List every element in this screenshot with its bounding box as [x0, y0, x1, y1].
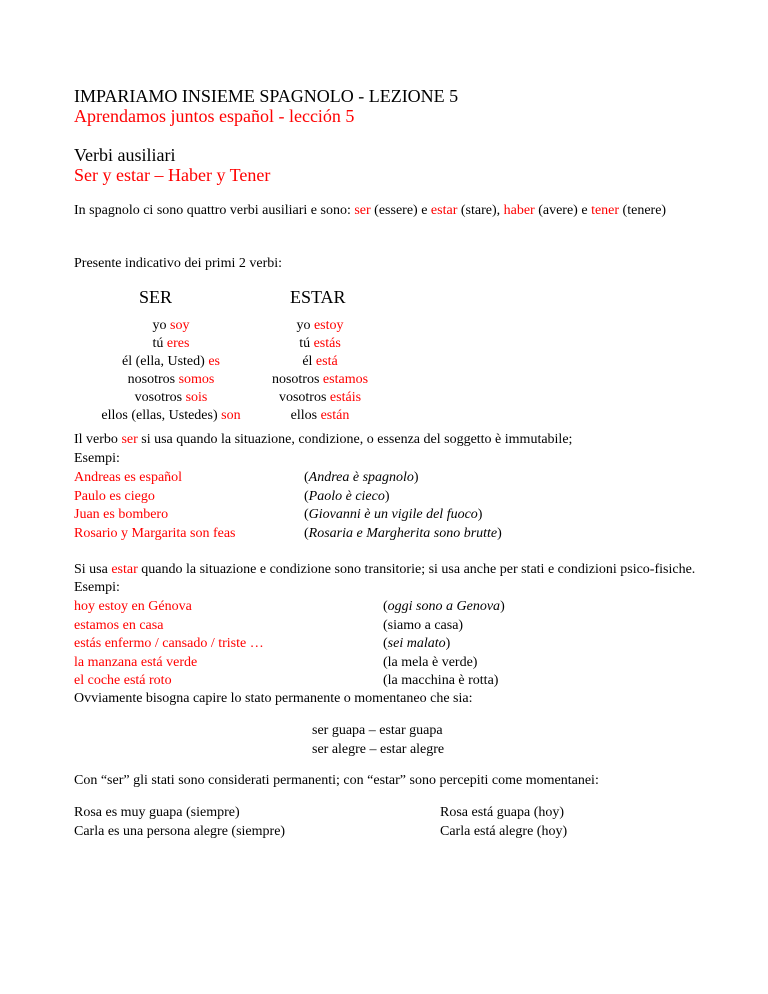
conj-row: yo estoy	[296, 318, 344, 333]
example-es: la manzana está verde	[74, 654, 198, 670]
final-example: Rosa es muy guapa (siempre)	[74, 805, 240, 820]
esempi-label: Esempi:	[74, 451, 120, 466]
conj-row: nosotros somos	[127, 372, 215, 387]
intro-text: In spagnolo ci sono quattro verbi ausiliari e sono:	[74, 203, 355, 218]
lesson-subtitle-es: Aprendamos juntos español - lección 5	[74, 106, 355, 126]
example-es: el coche está roto	[74, 673, 172, 688]
example-it: (siamo a casa)	[383, 617, 464, 633]
example-es: Juan es bombero	[74, 507, 169, 522]
conj-row: él está	[302, 354, 338, 369]
conj-row: nosotros estamos	[271, 372, 369, 387]
conj-row: ellos están	[290, 408, 350, 423]
verb-ser: ser	[121, 432, 138, 447]
example-it: (oggi sono a Genova)	[383, 599, 505, 614]
final-example: Rosa está guapa (hoy)	[440, 805, 565, 820]
example-es: Paulo es ciego	[74, 488, 155, 504]
intro-text: (essere) e	[370, 203, 431, 218]
final-example: Carla está alegre (hoy)	[440, 823, 568, 839]
final-examples-ser	[74, 804, 285, 841]
intro-text: (avere) e	[534, 203, 592, 218]
intro-paragraph	[74, 202, 704, 220]
section-subtitle-es: Ser y estar – Haber y Tener	[74, 165, 271, 185]
ser-heading: SER	[139, 287, 173, 307]
final-examples-estar	[440, 804, 567, 841]
pair-line: ser guapa – estar guapa	[312, 723, 443, 738]
verb-tener: tener	[591, 203, 620, 218]
final-example: Carla es una persona alegre (siempre)	[74, 823, 286, 839]
intro-text: (tenere)	[619, 203, 667, 218]
verb-ser: ser	[354, 203, 371, 218]
conj-row: yo soy	[152, 318, 190, 333]
example-es: estamos en casa	[74, 617, 164, 633]
verb-haber: haber	[503, 203, 535, 218]
pair-line: ser alegre – estar alegre	[312, 741, 445, 757]
conj-row: vosotros estáis	[278, 390, 362, 405]
ser-examples-it	[304, 469, 502, 543]
example-it: (sei malato)	[383, 636, 451, 651]
section-title: Verbi ausiliari	[74, 145, 176, 165]
example-it: (Rosaria e Margherita sono brutte)	[304, 525, 502, 541]
example-it: (Giovanni è un vigile del fuoco)	[304, 507, 483, 522]
example-it: (Andrea è spagnolo)	[304, 470, 419, 485]
example-it: (la mela è verde)	[383, 654, 478, 670]
example-es: hoy estoy en Génova	[74, 599, 192, 614]
conj-row: él (ella, Usted) es	[122, 354, 220, 369]
conj-row: tú eres	[152, 336, 190, 351]
ser-estar-pairs	[312, 722, 444, 759]
example-it: (Paolo è cieco)	[304, 488, 390, 504]
presente-label: Presente indicativo dei primi 2 verbi:	[74, 256, 283, 271]
example-es: Andreas es español	[74, 470, 183, 485]
ser-examples-es	[74, 469, 235, 543]
conj-row: vosotros sois	[134, 390, 208, 405]
example-es: Rosario y Margarita son feas	[74, 525, 236, 541]
estar-usage-paragraph: Si usa estar quando la situazione e condizione sono transitorie; si usa anche per stati e condizioni psico-fisiche. Esempi:	[74, 562, 696, 595]
estar-conjugation	[245, 317, 395, 425]
contrast-paragraph: Con “ser” gli stati sono considerati permanenti; con “estar” sono percepiti come momentanei:	[74, 773, 599, 788]
estar-heading: ESTAR	[290, 287, 346, 307]
conj-row: tú estás	[299, 336, 341, 351]
obviously-paragraph: Ovviamente bisogna capire lo stato permanente o momentaneo che sia:	[74, 691, 473, 706]
verb-estar: estar	[111, 562, 138, 577]
conj-row: ellos (ellas, Ustedes) son	[101, 408, 241, 423]
lesson-title: IMPARIAMO INSIEME SPAGNOLO - LEZIONE 5	[74, 86, 459, 106]
intro-text: (stare),	[457, 203, 504, 218]
estar-examples-es	[74, 598, 264, 691]
example-it: (la macchina è rotta)	[383, 673, 499, 688]
ser-usage-paragraph: Il verbo ser si usa quando la situazione, condizione, o essenza del soggetto è immutabile;	[74, 432, 573, 447]
estar-examples-it	[383, 598, 505, 691]
example-es: estás enfermo / cansado / triste …	[74, 636, 264, 651]
verb-estar: estar	[430, 203, 458, 218]
